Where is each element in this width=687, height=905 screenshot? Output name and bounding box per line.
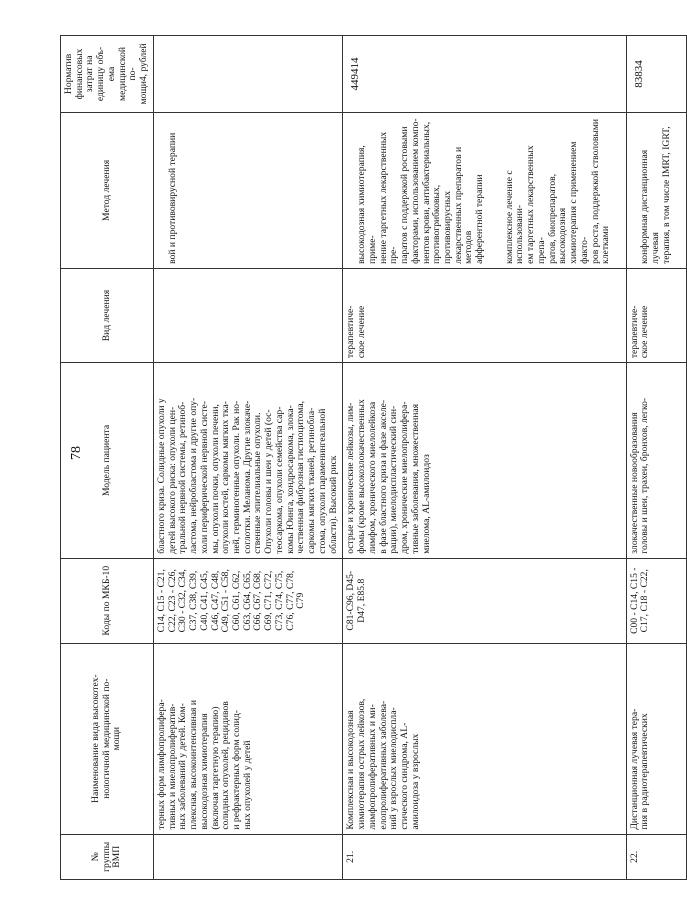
cell-codes: C81-C96, D45- D47, E85.8	[343, 558, 626, 643]
cell-method	[343, 112, 626, 268]
header-name: Наименование вида высокотех- нологичной медицинской по- мощи	[61, 643, 154, 834]
header-norm: Норматив финансовых затрат на единицу объ- ема медицинской по- мощи4, рублей	[61, 36, 154, 113]
cell-codes: C14, C15 - C21, C22, C23 - C26, C30 - C32, C34, C37, C38, C39, C40, C41, C45, C46, C47, C48, C49, C51 - C58, C60, C61, C62, C63, C64, C65, C66, C67, C68, C69, C71, C72, C73, C74, C75, C76, C77, C78, C79	[153, 558, 342, 643]
method-text: комплексное лечение с использовани- ем таргетных лекарственных препа- ратов, биопрепаратов, высокодозная химиотерапия с применением факто- ров роста, поддержкой стволовыми клетками	[503, 118, 612, 264]
header-codes: Коды по МКБ-10	[61, 558, 154, 643]
cell-group: 22.	[626, 834, 687, 879]
header-treatment-type: Вид лечения	[61, 268, 154, 362]
method-text: высокодозная химиотерапия, приме- нение таргетных лекарственных пре- паратов с поддержкой ростовыми факторами, использованием компо- нентов крови, антибактериальных, противогрибковых, противовирусных лекарственных препаратов и методов афферентной терапии	[356, 118, 486, 264]
cell-method	[626, 112, 687, 268]
cell-name: терных форм лимфопролифера- тивных и миелопролифератив- ных заболеваний у детей. Ком- плексная, высокоинтенсивная и высокодозная химиотерапия (включая таргетную терапию) солидных опухолей, рецидивов и рефрактерных форм солид- ных опухолей у детей	[153, 643, 342, 834]
vmp-table	[60, 35, 687, 880]
table-container	[60, 35, 672, 880]
table-row	[153, 36, 342, 880]
cell-norm: 83834	[626, 36, 687, 113]
cell-treatment-type	[153, 268, 342, 362]
method-text: вой и противовирусной терапии	[166, 132, 178, 264]
method-text: конформная дистанционная лучевая терапия, в том числе IMRT, IGRT,	[639, 126, 672, 264]
header-model: Модель пациента	[61, 363, 154, 559]
table-header-row	[61, 36, 154, 880]
header-method: Метод лечения	[61, 112, 154, 268]
cell-group	[153, 834, 342, 879]
cell-model: острые и хронические лейкозы, лим- фомы (кроме высокозлокачественных лимфом, хронического миелолейкоза в фазе бластного криза и фазе акселе- рации), миелодиспластический син- дром, хронические миелопролифера- тивные заболевания, множественная миелома, AL-амилоидоз	[343, 363, 626, 559]
cell-model: злокачественные новообразования головы и шеи, трахеи, бронхов, легко-	[626, 363, 687, 559]
cell-model: бластного криза. Солидные опухоли у детей высокого риска: опухоли цен- тральной нервной системы, ретиноб- ластома, нейробластома и другие опу- холи периферической нервной систе- мы, опухоли почки, опухоли печени, опухоли костей, саркомы мягких тка- ней, герминогенные опухоли. Рак но- соглотки. Меланома. Другие злокаче- ственные эпителиальные опухоли. Опухоли головы и шеи у детей (ос- теосаркома, опухоли семейства сар- комы Юинга, хондросаркома, злока- чественная фиброзная гистиоцитома, саркомы мягких тканей, ретинобла- стома, опухоли параменингеальной области). Высокий риск	[153, 363, 342, 559]
cell-norm: 449414	[343, 36, 626, 113]
page-number: 78	[69, 446, 84, 460]
cell-norm	[153, 36, 342, 113]
header-group: № группы ВМП	[61, 834, 154, 879]
cell-treatment-type: терапевтиче- ское лечение	[626, 268, 687, 362]
cell-name: Комплексная и высокодозная химиотерапия острых лейкозов, лимфопролиферативных и ми- елопролиферативных заболева- ний у взрослых миелодиспла- стического синдрома, AL- амилоидоза у взрослых	[343, 643, 626, 834]
cell-group: 21.	[343, 834, 626, 879]
cell-codes: C00 - C14, C15 - C17, C18 - C22,	[626, 558, 687, 643]
rotated-table-frame	[60, 35, 672, 880]
table-row	[343, 36, 626, 880]
table-row	[626, 36, 687, 880]
cell-method	[153, 112, 342, 268]
cell-name: Дистанционная лучевая тера- пия в радиотерапевтических	[626, 643, 687, 834]
cell-treatment-type: терапевтиче- ское лечение	[343, 268, 626, 362]
